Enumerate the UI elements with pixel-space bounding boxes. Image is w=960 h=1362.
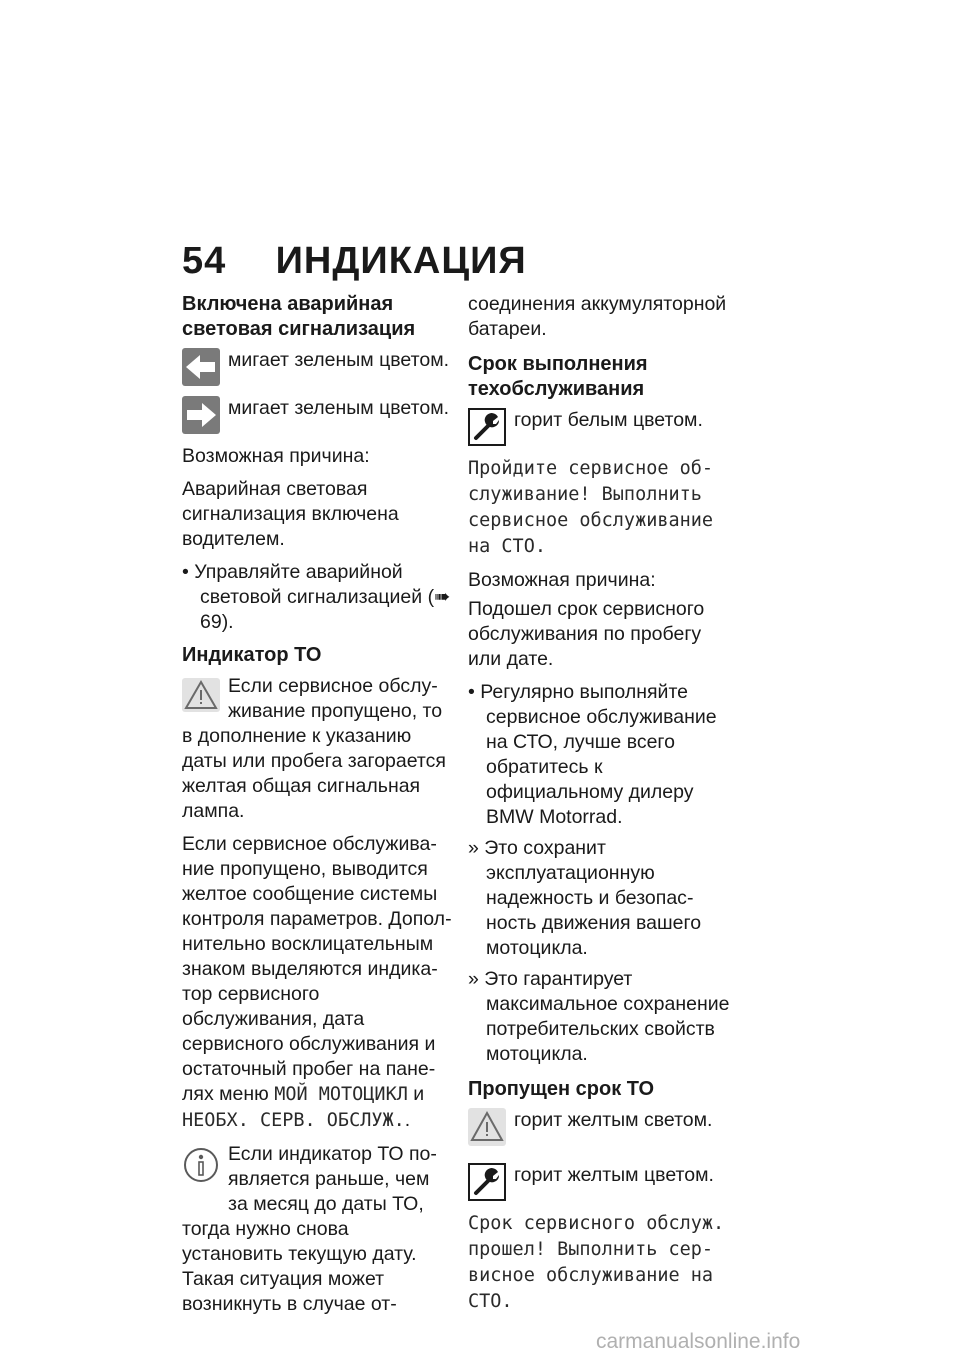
result-2: » Это гарантирует максимальное сохранение потребительских свойств мотоцикла. [468,968,730,1065]
due-wrench-row [468,408,736,446]
cause-label: Возможная причина: [182,445,370,467]
result-2-text: Это гарантирует максимальное сохранение потребительских свойств мотоцикла. [484,968,730,1065]
missed-heading: Пропущен срок ТО [468,1078,655,1100]
left-column [182,292,452,1325]
info-paragraph [182,1142,452,1317]
page-header [182,240,527,283]
menu-my-motorcycle: МОЙ МОТОЦИКЛ [274,1084,408,1105]
page-title: ИНДИКАЦИЯ [275,240,527,282]
due-cause-text: Подошел срок сервисного обслуживания по пробегу или дате. [468,598,705,670]
due-display-message: Пройдите сервисное обслуживание! Выполнить сервисное обслуживание на СТО. [468,458,714,557]
info-icon [182,1146,220,1191]
wrench-icon [468,408,506,446]
watermark: carmanualsonline.info [596,1330,801,1353]
service-heading: Индикатор ТО [182,644,322,666]
missed-display-message: Срок сервисного обслуж. прошел! Выполнить сервисное обслуживание на СТО. [468,1213,725,1312]
missed-wrench-text: горит желтым цветом. [514,1164,714,1186]
left-arrow-text: мигает зеленым цветом. [228,349,450,371]
due-cause-label: Возможная причина: [468,569,656,591]
wrench-icon-2 [468,1163,506,1201]
due-bullet-text: Регулярно выполняйте сервисное обслуживание на СТО, лучше всего обратитесь к официальному дилеру BMW Motorrad. [480,681,717,828]
menu-service-needed: НЕОБХ. СЕРВ. ОБСЛУЖ. [182,1110,405,1131]
service-due-heading: Срок выполнения техобслуживания [468,353,648,400]
due-wrench-text: горит белым цветом. [514,409,703,431]
left-arrow-row [182,348,452,386]
right-arrow-row [182,396,452,434]
turn-left-arrow-icon [182,348,220,386]
warning-triangle-icon-2 [468,1108,506,1153]
hazard-bullet: • Управляйте аварийной световой сигнализацией (➠ 69). [182,561,451,633]
service-p2-and: и [413,1083,425,1105]
right-arrow-text: мигает зеленым цветом. [228,397,450,419]
due-bullet: • Регулярно выполняйте сервисное обслуживание на СТО, лучше всего обратитесь к официальному дилеру BMW Motorrad. [468,681,717,828]
missed-warning-row [468,1108,736,1153]
missed-warning-text: горит желтым светом. [514,1109,713,1131]
right-column [468,292,736,1323]
turn-right-arrow-icon [182,396,220,434]
continued-text: соединения аккумуляторной батареи. [468,293,727,340]
hazard-heading: Включена аварийная световая сигнализация [182,293,416,340]
service-p2-text: Если сервисное обслуживание пропущено, выводится желтое сообщение системы контроля параметров. Дополнительно восклицательным знаком выделяются индикатор сервисного обслуживания, дата сервисного обслуживания и остаточный пробег на панелях меню [182,833,452,1105]
service-paragraph-1 [182,674,452,824]
service-p1-text: Если сервисное обслуживание пропущено, то в дополнение к указанию даты или пробега загорается желтая общая сигнальная лампа. [182,675,446,822]
service-paragraph-2 [182,832,452,1134]
missed-wrench-row [468,1163,736,1201]
page-number: 54 [182,240,227,282]
hazard-bullet-text: Управляйте аварийной световой сигнализацией (➠ 69). [194,561,451,633]
result-1: » Это сохранит эксплуатационную надежность и безопасность движения вашего мотоцикла. [468,837,702,959]
service-p2-end: . [404,1109,411,1131]
warning-triangle-icon [182,678,220,719]
result-1-text: Это сохранит эксплуатационную надежность и безопасность движения вашего мотоцикла. [484,837,702,959]
cause-text: Аварийная световая сигнализация включена водителем. [182,478,399,550]
info-text: Если индикатор ТО появляется раньше, чем за месяц до даты ТО, тогда нужно снова установить текущую дату. Такая ситуация может возникнуть в случае от- [182,1143,437,1315]
